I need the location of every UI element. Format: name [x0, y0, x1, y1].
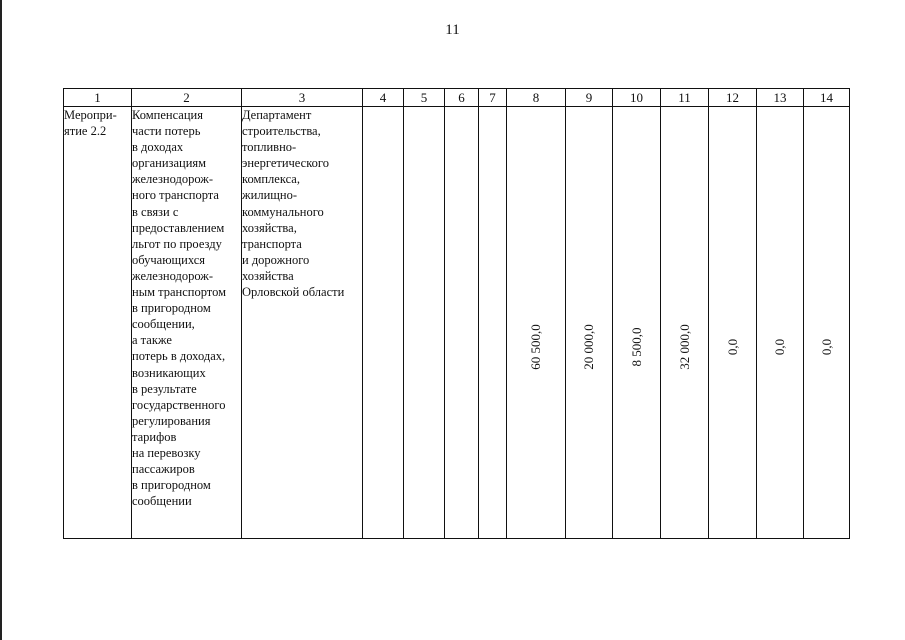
text-line: сообщении [132, 494, 192, 509]
header-cell: 8 [507, 89, 566, 107]
empty-cell-col6 [445, 107, 479, 539]
text-line: организациям [132, 156, 207, 171]
text-line: льгот по проезду [132, 236, 222, 251]
executor-cell [242, 107, 363, 539]
value-text: 32 000,0 [676, 324, 692, 370]
text-line: строительства, [242, 124, 321, 139]
empty-cell-col7 [479, 107, 507, 539]
text-line: потерь в доходах, [132, 349, 226, 364]
value-cell-col14 [804, 107, 850, 539]
text-line: жилищно- [242, 188, 297, 203]
value-cell-col10 [613, 107, 661, 539]
text-line: тарифов [132, 429, 177, 444]
text-line: ным транспортом [132, 285, 227, 300]
header-cell: 7 [479, 89, 507, 107]
text-line: топливно- [242, 140, 297, 155]
text-line: транспорта [242, 236, 302, 251]
value-text: 20 000,0 [581, 324, 596, 370]
value-cell-col9 [566, 107, 613, 539]
value-cell-col11 [661, 107, 709, 539]
text-line: ятие 2.2 [64, 124, 107, 139]
text-line: в связи с [132, 204, 179, 219]
text-line: Компенсация [132, 108, 203, 122]
text-line: хозяйства [242, 268, 294, 283]
page-number: 11 [445, 22, 460, 38]
text-line: возникающих [132, 365, 206, 380]
text-line: железнодорож- [132, 172, 214, 187]
text-line: в пригородном [132, 478, 211, 493]
text-line: сообщении, [132, 317, 195, 332]
header-cell: 14 [804, 89, 850, 107]
text-line: а также [132, 333, 172, 348]
value-text: 60 500,0 [528, 324, 543, 370]
text-line: в доходах [132, 140, 184, 155]
description-cell [132, 107, 242, 539]
program-table [63, 88, 850, 539]
text-line: Департамент [242, 108, 312, 122]
text-line: в пригородном [132, 301, 211, 316]
header-cell: 4 [363, 89, 404, 107]
text-line: предоставлением [132, 220, 225, 235]
table-row [64, 107, 850, 539]
text-line: в результате [132, 381, 197, 396]
text-line: на перевозку [132, 445, 201, 460]
text-line: Орловской области [242, 285, 345, 300]
header-row [64, 89, 850, 107]
text-line: ного транспорта [132, 188, 219, 203]
empty-cell-col4 [363, 107, 404, 539]
empty-cell-col5 [404, 107, 445, 539]
text-line: Меропри- [64, 108, 117, 122]
text-line: и дорожного [242, 252, 310, 267]
text-line: обучающихся [132, 252, 206, 267]
text-line: коммунального [242, 204, 324, 219]
text-line: регулирования [132, 413, 211, 428]
value-cell-col13 [757, 107, 804, 539]
header-cell: 5 [404, 89, 445, 107]
activity-cell [64, 107, 132, 539]
value-text: 0,0 [724, 338, 740, 356]
text-line: комплекса, [242, 172, 300, 187]
header-cell: 13 [757, 89, 804, 107]
scan-left-edge [0, 0, 2, 640]
value-cell-col12 [709, 107, 757, 539]
text-line: государственного [132, 397, 226, 412]
text-line: железнодорож- [132, 268, 214, 283]
header-cell: 1 [64, 89, 132, 107]
text-line: пассажиров [132, 462, 195, 477]
text-line: хозяйства, [242, 220, 297, 235]
value-text: 0,0 [818, 338, 834, 356]
value-text: 8 500,0 [628, 327, 644, 367]
header-cell: 3 [242, 89, 363, 107]
header-cell: 6 [445, 89, 479, 107]
header-cell: 12 [709, 89, 757, 107]
header-cell: 9 [566, 89, 613, 107]
header-cell: 2 [132, 89, 242, 107]
value-cell-col8 [507, 107, 566, 539]
text-line: энергетического [242, 156, 329, 171]
header-cell: 11 [661, 89, 709, 107]
value-text: 0,0 [772, 338, 787, 356]
header-cell: 10 [613, 89, 661, 107]
text-line: части потерь [132, 124, 201, 139]
